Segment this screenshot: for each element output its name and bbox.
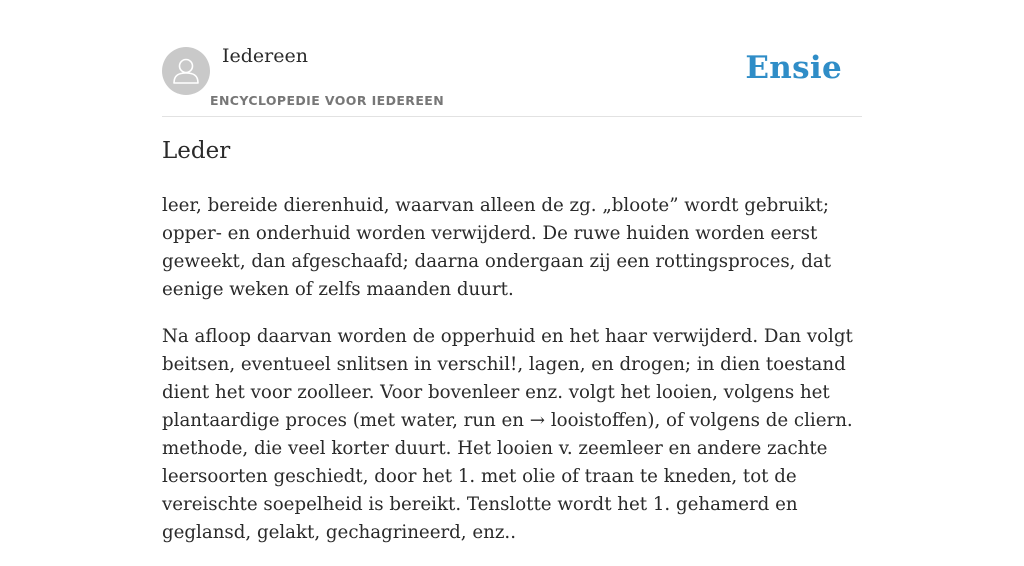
article-paragraph: leer, bereide dierenhuid, waarvan alleen de zg. „bloote” wordt gebruikt; opper- en onderhuid worden verwijderd. De ruwe huiden worden eerst geweekt, dan afgeschaafd; daarna ondergaan zij een rottingsproces, dat eenige weken of zelfs maanden duurt. <box>162 195 832 300</box>
brand-logo[interactable]: Ensie <box>745 50 842 86</box>
site-subtitle: ENCYCLOPEDIE VOOR IEDEREEN <box>210 93 445 108</box>
article-body <box>162 192 867 566</box>
author-name[interactable]: Iedereen <box>222 45 308 67</box>
user-silhouette-icon <box>162 47 210 95</box>
article-paragraph: Na afloop daarvan worden de opperhuid en het haar verwijderd. Dan volgt beitsen, eventueel snlitsen in verschil!, lagen, en drogen; in dien toestand dient het voor zoolleer. Voor bovenleer enz. volgt het looien, volgens het plantaardige proces (met water, run en → looistoffen), of volgens de cliern. methode, die veel korter duurt. Het looien v. zeemleer en andere zachte leersoorten geschiedt, door het 1. met olie of traan te kneden, tot de vereischte soepelheid is bereikt. Tenslotte wordt het 1. gehamerd en geglansd, gelakt, gechagrineerd, enz.. <box>162 326 853 543</box>
page-container <box>162 0 862 543</box>
article-title: Leder <box>162 138 231 164</box>
avatar[interactable] <box>162 47 210 95</box>
site-header <box>162 0 862 117</box>
